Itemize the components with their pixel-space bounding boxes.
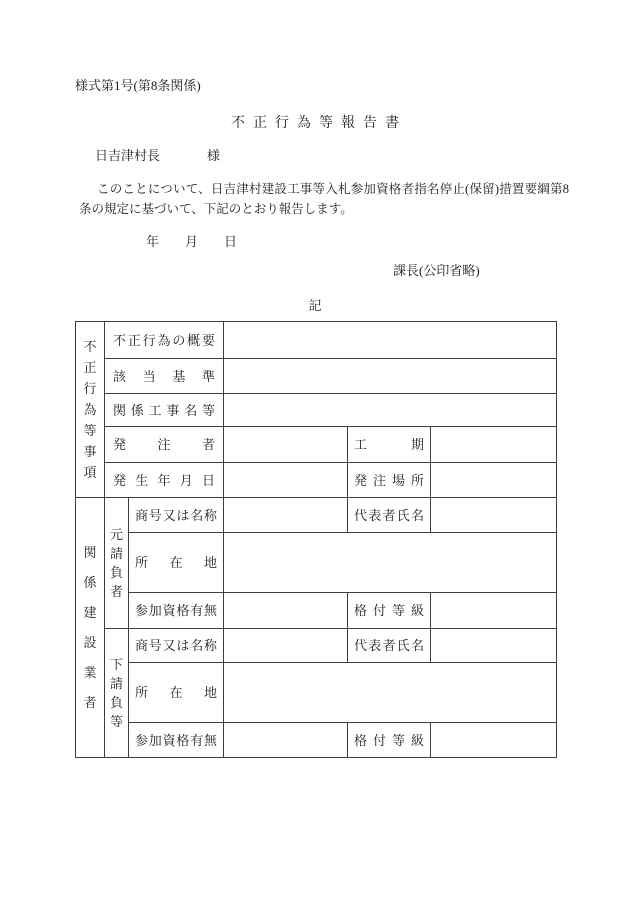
subsection-header-subcontractor (105, 629, 129, 758)
field-construction-period (431, 427, 557, 463)
label-prime-qualification: 参 加 資 格 有 無 (129, 593, 224, 629)
label-prime-address: 所 在 地 (129, 533, 224, 593)
label-related-works: 関 係 工 事 名 等 (105, 394, 224, 427)
field-sub-rating-grade (431, 723, 557, 758)
recipient-line (95, 149, 220, 164)
record-heading: 記 (308, 298, 322, 313)
label-sub-qualification: 参 加 資 格 有 無 (129, 723, 224, 758)
label-prime-trade-name: 商 号 又 は 名 称 (129, 498, 224, 533)
label-misconduct-summary: 不 正 行 為 の 概 要 (105, 322, 224, 359)
field-sub-representative (431, 629, 557, 663)
section-header-misconduct-matters (76, 322, 105, 498)
document-title: 不正行為等報告書 (231, 116, 407, 131)
label-prime-representative: 代 表 者 氏 名 (348, 498, 431, 533)
label-applicable-criteria: 該 当 基 準 (105, 359, 224, 394)
section-header-related-contractors (76, 498, 105, 758)
label-construction-period: 工 期 (348, 427, 431, 463)
section-header-related-contractors-label: 関 係 建 設 業 者 (83, 545, 97, 710)
label-sub-trade-name: 商 号 又 は 名 称 (129, 629, 224, 663)
label-orderer: 発 注 者 (105, 427, 224, 463)
form-number: 様式第1号(第8条関係) (75, 78, 201, 93)
field-misconduct-summary (224, 322, 557, 359)
subsection-header-subcontractor-label: 下 請 負 等 (109, 657, 123, 729)
body-paragraph: このことについて、日吉津村建設工事等入札参加資格者指名停止(保留)措置要綱第8条の規定に基づいて、下記のとおり報告します。 (79, 182, 569, 216)
section-header-misconduct-matters-label: 不 正 行 為 等 事 項 (83, 339, 97, 480)
field-orderer (224, 427, 348, 463)
honorific-label: 様 (207, 148, 221, 163)
field-occurrence-date (224, 463, 348, 498)
subsection-header-prime-contractor (105, 498, 129, 629)
label-order-place: 発 注 場 所 (348, 463, 431, 498)
subsection-header-prime-contractor-label: 元 請 負 者 (109, 527, 123, 599)
report-table (75, 321, 557, 758)
label-sub-rating-grade: 格 付 等 級 (348, 723, 431, 758)
recipient-name: 日吉津村長 (95, 148, 161, 163)
field-applicable-criteria (224, 359, 557, 394)
field-prime-qualification (224, 593, 348, 629)
field-prime-representative (431, 498, 557, 533)
label-occurrence-date: 発 生 年 月 日 (105, 463, 224, 498)
label-prime-rating-grade: 格 付 等 級 (348, 593, 431, 629)
field-prime-rating-grade (431, 593, 557, 629)
field-related-works (224, 394, 557, 427)
field-sub-qualification (224, 723, 348, 758)
date-line: 年 月 日 (146, 234, 238, 249)
field-prime-address (224, 533, 557, 593)
field-order-place (431, 463, 557, 498)
field-sub-trade-name (224, 629, 348, 663)
label-sub-address: 所 在 地 (129, 663, 224, 723)
field-prime-trade-name (224, 498, 348, 533)
signer-title: 課長(公印省略) (393, 263, 480, 278)
label-sub-representative: 代 表 者 氏 名 (348, 629, 431, 663)
field-sub-address (224, 663, 557, 723)
